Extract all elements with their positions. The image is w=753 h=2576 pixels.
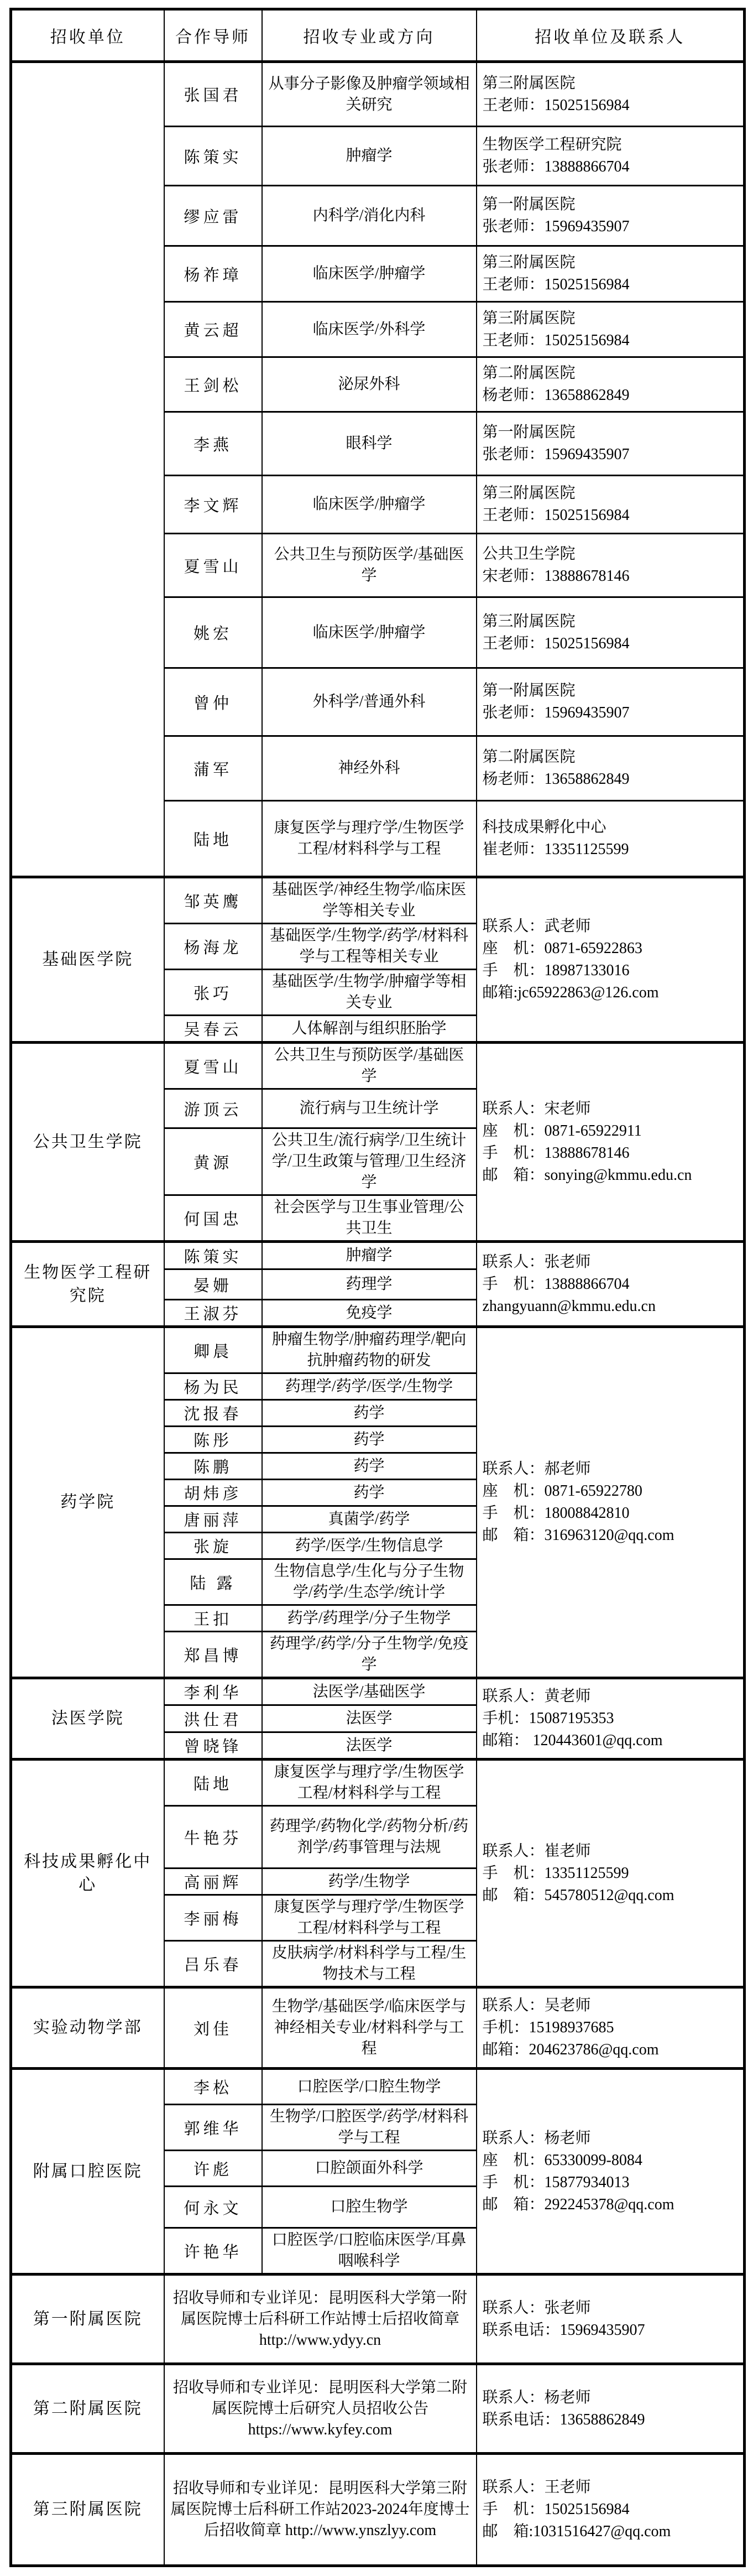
mentor-name-cell: 游顶云: [164, 1089, 262, 1128]
mentor-name-cell: 刘佳: [164, 1987, 262, 2069]
specialty-cell: 肿瘤学: [262, 1242, 477, 1269]
contact-line: 邮 箱：sonying@kmmu.edu.cn: [482, 1166, 692, 1184]
contact-line: 座 机：0871-65922780: [482, 1482, 642, 1500]
mentor-name-cell: 李松: [164, 2069, 262, 2105]
contact-cell: [477, 246, 745, 302]
unit-cell: 第三附属医院: [11, 2454, 164, 2566]
specialty-cell: 肿瘤学: [262, 127, 477, 186]
specialty-cell: 基础医学/生物学/药学/材料科学与工程等相关专业: [262, 924, 477, 970]
mentor-name-cell: 曾晓锋: [164, 1732, 262, 1760]
specialty-cell: 康复医学与理疗学/生物医学工程/材料科学与工程: [262, 801, 477, 877]
contact-line: 联系电话：15969435907: [482, 2321, 645, 2339]
mentor-name-cell: 郑昌博: [164, 1632, 262, 1678]
contact-line: 杨老师：13658862849: [482, 771, 630, 788]
unit-section-3: [11, 1242, 745, 1327]
mentor-name-cell: 夏雪山: [164, 1043, 262, 1089]
specialty-cell: 公共卫生与预防医学/基础医学: [262, 1043, 477, 1089]
specialty-cell: 从事分子影像及肿瘤学领域相关研究: [262, 62, 477, 127]
unit-cell: 第二附属医院: [11, 2364, 164, 2454]
contact-cell: [477, 668, 745, 736]
contact-cell: [477, 597, 745, 668]
contact-line: 联系人：郝老师: [482, 1460, 591, 1477]
contact-cell: [477, 2069, 745, 2275]
mentor-name-cell: 洪仕君: [164, 1705, 262, 1732]
table-row: [11, 1987, 745, 2069]
contact-line: 邮箱：204623786@qq.com: [482, 2041, 659, 2058]
specialty-cell: 招收导师和专业详见：昆明医科大学第一附属医院博士后科研工作站博士后招收简章http://www.ydyy.cn: [164, 2275, 477, 2364]
contact-line: 宋老师：13888678146: [482, 568, 630, 585]
specialty-cell: 免疫学: [262, 1300, 477, 1327]
specialty-cell: 药理学: [262, 1269, 477, 1300]
header-cooperating-mentor: 合作导师: [164, 9, 262, 62]
contact-line: 联系人：杨老师: [482, 2388, 591, 2406]
mentor-name-cell: 李文辉: [164, 476, 262, 534]
unit-section-4: [11, 1327, 745, 1678]
unit-section-5: [11, 1678, 745, 1760]
mentor-name-cell: 杨祚璋: [164, 246, 262, 302]
table-row: [11, 1327, 745, 1373]
unit-cell: 法医学院: [11, 1678, 164, 1760]
contact-line: 第三附属医院: [482, 74, 576, 92]
mentor-name-cell: 晏姗: [164, 1269, 262, 1300]
mentor-name-cell: 卿晨: [164, 1327, 262, 1373]
contact-cell: [477, 534, 745, 597]
contact-cell: [477, 1327, 745, 1678]
unit-section-11: [11, 2454, 745, 2566]
contact-cell: [477, 2364, 745, 2454]
specialty-cell: 法医学: [262, 1705, 477, 1732]
contact-line: 手 机：13888678146: [482, 1144, 630, 1162]
mentor-name-cell: 张巧: [164, 970, 262, 1016]
contact-cell: [477, 1987, 745, 2069]
header-specialty-direction: 招收专业或方向: [262, 9, 477, 62]
specialty-cell: 口腔颌面外科学: [262, 2151, 477, 2187]
contact-line: 联系人：王老师: [482, 2479, 591, 2496]
table-header: [11, 9, 745, 62]
mentor-name-cell: 陈鹏: [164, 1453, 262, 1480]
table-row: [11, 2364, 745, 2454]
specialty-cell: 药学: [262, 1480, 477, 1506]
specialty-cell: 口腔医学/口腔生物学: [262, 2069, 477, 2105]
contact-line: 手 机：15025156984: [482, 2501, 630, 2518]
contact-cell: [477, 476, 745, 534]
mentor-name-cell: 唐丽萍: [164, 1506, 262, 1533]
mentor-name-cell: 杨海龙: [164, 924, 262, 970]
specialty-cell: 流行病与卫生统计学: [262, 1089, 477, 1128]
contact-line: 张老师：15969435907: [482, 446, 630, 463]
contact-line: 邮 箱：292245378@qq.com: [482, 2195, 674, 2213]
specialty-cell: 基础医学/生物学/肿瘤学等相关专业: [262, 970, 477, 1016]
contact-line: 座 机：0871-65922863: [482, 940, 642, 957]
contact-line: 手机：15087195353: [482, 1710, 614, 1727]
contact-cell: [477, 127, 745, 186]
contact-line: 崔老师：13351125599: [482, 841, 629, 858]
mentor-name-cell: 邹英鹰: [164, 877, 262, 924]
specialty-cell: 临床医学/肿瘤学: [262, 597, 477, 668]
contact-line: 第三附属医院: [482, 612, 576, 630]
table-row: [11, 1043, 745, 1089]
header-recruiting-unit: 招收单位: [11, 9, 164, 62]
contact-cell: [477, 1678, 745, 1760]
contact-cell: [477, 1043, 745, 1242]
mentor-name-cell: 陆地: [164, 801, 262, 877]
mentor-name-cell: 许彪: [164, 2151, 262, 2187]
specialty-cell: 泌尿外科: [262, 357, 477, 412]
header-row: [11, 9, 745, 62]
specialty-cell: 临床医学/外科学: [262, 302, 477, 357]
contact-line: 张老师：15969435907: [482, 218, 630, 235]
contact-cell: [477, 186, 745, 246]
unit-section-1: [11, 877, 745, 1043]
contact-line: 王老师：15025156984: [482, 634, 630, 652]
mentor-name-cell: 王剑松: [164, 357, 262, 412]
table-row: [11, 2275, 745, 2364]
contact-line: 联系电话：13658862849: [482, 2411, 645, 2428]
mentor-name-cell: 陆地: [164, 1760, 262, 1806]
contact-line: 联系人：张老师: [482, 2299, 591, 2317]
unit-cell: 生物医学工程研究院: [11, 1242, 164, 1327]
mentor-name-cell: 陆 露: [164, 1559, 262, 1605]
specialty-cell: 康复医学与理疗学/生物医学工程/材料科学与工程: [262, 1895, 477, 1941]
contact-line: 手 机：13351125599: [482, 1864, 629, 1882]
mentor-name-cell: 郭维华: [164, 2105, 262, 2151]
contact-line: 第一附属医院: [482, 682, 576, 699]
mentor-name-cell: 曾仲: [164, 668, 262, 736]
specialty-cell: 招收导师和专业详见：昆明医科大学第三附属医院博士后科研工作站2023-2024年度博士后招收简章 http://www.ynszlyy.com: [164, 2454, 477, 2566]
mentor-name-cell: 高丽辉: [164, 1869, 262, 1895]
contact-cell: [477, 2275, 745, 2364]
specialty-cell: 药理学/药物化学/药物分析/药剂学/药事管理与法规: [262, 1806, 477, 1869]
contact-line: 座 机：0871-65922911: [482, 1122, 642, 1139]
specialty-cell: 外科学/普通外科: [262, 668, 477, 736]
specialty-cell: 肿瘤生物学/肿瘤药理学/靶向抗肿瘤药物的研发: [262, 1327, 477, 1373]
specialty-cell: 法医学/基础医学: [262, 1678, 477, 1705]
contact-line: 邮 箱：316963120@qq.com: [482, 1527, 674, 1544]
contact-cell: [477, 801, 745, 877]
mentor-name-cell: 胡炜彦: [164, 1480, 262, 1506]
mentor-name-cell: 缪应雷: [164, 186, 262, 246]
mentor-name-cell: 陈策实: [164, 1242, 262, 1269]
unit-section-0: [11, 62, 745, 877]
contact-cell: [477, 877, 745, 1043]
table-row: [11, 2454, 745, 2566]
specialty-cell: 生物学/基础医学/临床医学与神经相关专业/材料科学与工程: [262, 1987, 477, 2069]
specialty-cell: 口腔生物学: [262, 2187, 477, 2228]
contact-line: 张老师：13888866704: [482, 158, 630, 175]
mentor-name-cell: 陈彤: [164, 1427, 262, 1453]
contact-line: 第二附属医院: [482, 748, 576, 766]
mentor-name-cell: 何国忠: [164, 1195, 262, 1242]
specialty-cell: 药理学/药学/分子生物学/免疫学: [262, 1632, 477, 1678]
specialty-cell: 真菌学/药学: [262, 1506, 477, 1533]
contact-line: 第一附属医院: [482, 424, 576, 441]
specialty-cell: 临床医学/肿瘤学: [262, 246, 477, 302]
contact-line: 邮 箱:1031516427@qq.com: [482, 2523, 671, 2540]
mentor-name-cell: 王淑芬: [164, 1300, 262, 1327]
specialty-cell: 神经外科: [262, 736, 477, 801]
specialty-cell: 内科学/消化内科: [262, 186, 477, 246]
mentor-name-cell: 李丽梅: [164, 1895, 262, 1941]
contact-line: 第一附属医院: [482, 196, 576, 213]
contact-line: 联系人：杨老师: [482, 2129, 591, 2147]
mentor-name-cell: 何永文: [164, 2187, 262, 2228]
unit-section-7: [11, 1987, 745, 2069]
mentor-name-cell: 许艳华: [164, 2228, 262, 2275]
table-row: [11, 2069, 745, 2105]
specialty-cell: 生物信息学/生化与分子生物学/药学/生态学/统计学: [262, 1559, 477, 1605]
contact-line: 邮箱:jc65922863@126.com: [482, 984, 659, 1001]
unit-cell: 科技成果孵化中心: [11, 1760, 164, 1987]
specialty-cell: 公共卫生与预防医学/基础医学: [262, 534, 477, 597]
contact-line: 公共卫生学院: [482, 545, 576, 563]
contact-line: 邮 箱：545780512@qq.com: [482, 1886, 674, 1904]
table-row: [11, 877, 745, 924]
contact-line: 王老师：15025156984: [482, 276, 630, 293]
contact-cell: [477, 1760, 745, 1987]
unit-section-8: [11, 2069, 745, 2275]
unit-cell: [11, 62, 164, 877]
specialty-cell: 药学: [262, 1400, 477, 1427]
contact-line: 座 机：65330099-8084: [482, 2151, 642, 2169]
specialty-cell: 药学: [262, 1427, 477, 1453]
contact-line: 手 机：18008842810: [482, 1505, 630, 1522]
specialty-cell: 人体解剖与组织胚胎学: [262, 1016, 477, 1043]
contact-cell: [477, 302, 745, 357]
mentor-name-cell: 李燕: [164, 412, 262, 476]
specialty-cell: 药理学/药学/医学/生物学: [262, 1373, 477, 1400]
contact-line: 联系人：武老师: [482, 918, 591, 935]
unit-cell: 药学院: [11, 1327, 164, 1678]
unit-cell: 附属口腔医院: [11, 2069, 164, 2275]
specialty-cell: 临床医学/肿瘤学: [262, 476, 477, 534]
table-row: [11, 1242, 745, 1269]
specialty-cell: 基础医学/神经生物学/临床医学等相关专业: [262, 877, 477, 924]
mentor-name-cell: 张旋: [164, 1533, 262, 1559]
unit-section-2: [11, 1043, 745, 1242]
unit-cell: 第一附属医院: [11, 2275, 164, 2364]
specialty-cell: 药学: [262, 1453, 477, 1480]
contact-line: 第三附属医院: [482, 309, 576, 327]
unit-section-6: [11, 1760, 745, 1987]
contact-line: 联系人：吴老师: [482, 1997, 591, 2014]
contact-line: 第三附属医院: [482, 485, 576, 502]
specialty-cell: 招收导师和专业详见：昆明医科大学第二附属医院博士后研究人员招收公告 https://www.kyfey.com: [164, 2364, 477, 2454]
header-unit-and-contact: 招收单位及联系人: [477, 9, 745, 62]
mentor-name-cell: 沈报春: [164, 1400, 262, 1427]
mentor-name-cell: 李利华: [164, 1678, 262, 1705]
contact-line: 联系人：崔老师: [482, 1842, 591, 1860]
mentor-name-cell: 黄源: [164, 1128, 262, 1195]
unit-cell: 实验动物学部: [11, 1987, 164, 2069]
contact-cell: [477, 62, 745, 127]
mentor-name-cell: 王扣: [164, 1605, 262, 1632]
contact-cell: [477, 357, 745, 412]
mentor-name-cell: 蒲军: [164, 736, 262, 801]
contact-line: 生物医学工程研究院: [482, 136, 622, 153]
contact-line: 王老师：15025156984: [482, 96, 630, 114]
contact-line: 手 机：15877934013: [482, 2173, 630, 2191]
specialty-cell: 皮肤病学/材料科学与工程/生物技术与工程: [262, 1941, 477, 1987]
contact-line: 联系人：张老师: [482, 1253, 591, 1271]
contact-cell: [477, 412, 745, 476]
contact-cell: [477, 736, 745, 801]
unit-cell: 公共卫生学院: [11, 1043, 164, 1242]
unit-section-10: [11, 2364, 745, 2454]
specialty-cell: 口腔医学/口腔临床医学/耳鼻咽喉科学: [262, 2228, 477, 2275]
unit-cell: 基础医学院: [11, 877, 164, 1043]
contact-line: zhangyuann@kmmu.edu.cn: [482, 1297, 656, 1315]
specialty-cell: 药学/药理学/分子生物学: [262, 1605, 477, 1632]
contact-line: 杨老师：13658862849: [482, 387, 630, 404]
contact-line: 手 机：13888866704: [482, 1275, 630, 1293]
specialty-cell: 社会医学与卫生事业管理/公共卫生: [262, 1195, 477, 1242]
mentor-name-cell: 姚宏: [164, 597, 262, 668]
contact-cell: [477, 2454, 745, 2566]
mentor-name-cell: 陈策实: [164, 127, 262, 186]
specialty-cell: 药学/生物学: [262, 1869, 477, 1895]
specialty-cell: 药学/医学/生物信息学: [262, 1533, 477, 1559]
specialty-cell: 康复医学与理疗学/生物医学工程/材料科学与工程: [262, 1760, 477, 1806]
contact-cell: [477, 1242, 745, 1327]
contact-line: 第三附属医院: [482, 254, 576, 271]
specialty-cell: 眼科学: [262, 412, 477, 476]
contact-line: 王老师：15025156984: [482, 331, 630, 349]
contact-line: 联系人：黄老师: [482, 1688, 591, 1705]
contact-line: 邮箱： 120443601@qq.com: [482, 1732, 663, 1749]
table-row: [11, 1678, 745, 1705]
contact-line: 科技成果孵化中心: [482, 819, 606, 836]
table-row: [11, 1760, 745, 1806]
contact-line: 王老师：15025156984: [482, 507, 630, 524]
mentor-name-cell: 黄云超: [164, 302, 262, 357]
mentor-name-cell: 吕乐春: [164, 1941, 262, 1987]
table-row: [11, 62, 745, 127]
mentor-name-cell: 牛艳芬: [164, 1806, 262, 1869]
specialty-cell: 法医学: [262, 1732, 477, 1760]
mentor-name-cell: 夏雪山: [164, 534, 262, 597]
mentor-name-cell: 张国君: [164, 62, 262, 127]
mentor-name-cell: 吴春云: [164, 1016, 262, 1043]
mentor-name-cell: 杨为民: [164, 1373, 262, 1400]
unit-section-9: [11, 2275, 745, 2364]
contact-line: 联系人：宋老师: [482, 1100, 591, 1117]
contact-line: 手 机：18987133016: [482, 962, 630, 979]
specialty-cell: 公共卫生/流行病学/卫生统计学/卫生政策与管理/卫生经济学: [262, 1128, 477, 1195]
contact-line: 手机：15198937685: [482, 2019, 614, 2036]
specialty-cell: 生物学/口腔医学/药学/材料科学与工程: [262, 2105, 477, 2151]
contact-line: 张老师：15969435907: [482, 704, 630, 721]
contact-line: 第二附属医院: [482, 365, 576, 382]
recruitment-table: [9, 8, 746, 2567]
